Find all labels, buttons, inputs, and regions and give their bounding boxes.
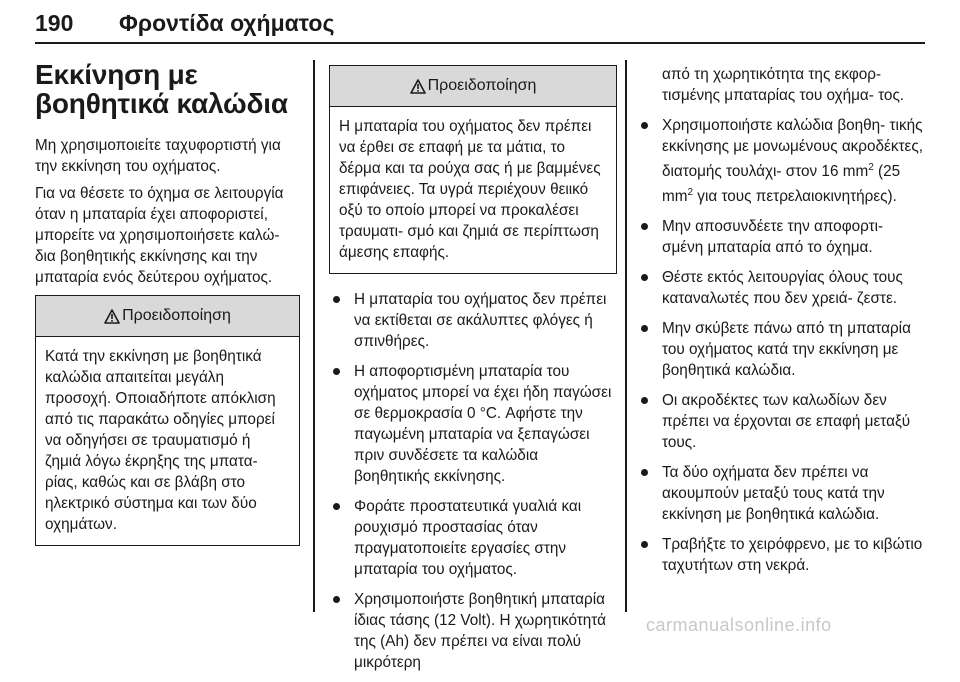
warning-heading <box>330 66 616 107</box>
warning-box <box>35 295 300 546</box>
bullet-dot <box>641 223 648 230</box>
list-item-text: Θέστε εκτός λειτουργίας όλους τους καταναλωτές που δεν χρειά- ζεστε. <box>662 269 903 308</box>
intro-paragraph: Μη χρησιμοποιείτε ταχυφορτιστή για την εκκίνηση του οχήματος. <box>35 137 281 175</box>
list-item-text: Τραβήξτε το χειρόφρενο, με το κιβώτιο ταχυτήτων στη νεκρά. <box>662 536 923 575</box>
bullet-dot <box>333 368 340 375</box>
column-left <box>35 60 300 546</box>
bullet-list <box>637 115 927 576</box>
list-item-text: Η αποφορτισμένη μπαταρία του οχήματος μπορεί να έχει ήδη παγώσει σε θερμοκρασία 0 °C. Αφήστε την παγωμένη μπαταρία να ξεπαγώσει πριν συνδέσετε τα καλώδια βοηθητικής εκκίνησης. <box>354 363 612 485</box>
running-title: Φροντίδα οχήματος <box>119 10 335 36</box>
section-title: Εκκίνηση με βοηθητικά καλώδια <box>35 59 288 119</box>
column-middle <box>329 65 617 682</box>
continuation-text: από τη χωρητικότητα της εκφορ- τισμένης μπαταρίας του οχήμα- τος. <box>662 66 905 104</box>
list-item-text: (25 mm <box>662 163 901 206</box>
list-item <box>329 496 617 580</box>
warning-text: Κατά την εκκίνηση με βοηθητικά καλώδια απαιτείται μεγάλη προσοχή. Οποιαδήποτε απόκλιση από τις παρακάτω οδηγίες μπορεί να οδηγήσει σε τραυματισμό ή ζημιά λόγω έκρηξης της μπατα- ρίας, καθώς και σε βλάβη στο ηλεκτρικό σύστημα και των δύο οχημάτων. <box>45 348 276 533</box>
page-header <box>35 8 925 46</box>
list-item <box>637 216 927 258</box>
list-item-text: Φοράτε προστατευτικά γυαλιά και ρουχισμό προστασίας όταν πραγματοποιείτε εργασίες στην μπαταρία του οχήματος. <box>354 498 582 578</box>
bullet-list <box>329 289 617 673</box>
list-item <box>637 462 927 525</box>
bullet-dot <box>641 274 648 281</box>
warning-box <box>329 65 617 274</box>
list-item <box>637 318 927 381</box>
list-item-text: Χρησιμοποιήστε καλώδια βοηθη- τικής εκκίνησης με μονωμένους ακροδέκτες, διατομής τουλάχι- στον 16 mm <box>662 117 923 181</box>
superscript: 2 <box>868 162 874 173</box>
list-item-text: Η μπαταρία του οχήματος δεν πρέπει να εκτίθεται σε ακάλυπτες φλόγες ή σπινθήρες. <box>354 291 607 350</box>
warning-heading-text: Προειδοποίηση <box>122 307 231 324</box>
warning-triangle-icon <box>104 309 120 324</box>
list-item-text: Μην αποσυνδέετε την αποφορτι- σμένη μπαταρία από το όχημα. <box>662 218 884 257</box>
warning-heading-text: Προειδοποίηση <box>427 77 537 94</box>
list-item-text: για τους πετρελαιοκινητήρες). <box>693 188 897 206</box>
list-item <box>637 534 927 576</box>
watermark: carmanualsonline.info <box>646 615 832 635</box>
list-item-text: Μην σκύβετε πάνω από τη μπαταρία του οχήματος κατά την εκκίνηση με βοηθητικά καλώδια. <box>662 320 911 380</box>
column-right <box>637 64 927 585</box>
list-item <box>637 267 927 309</box>
bullet-dot <box>641 122 648 129</box>
column-divider <box>625 60 627 612</box>
warning-text: Η μπαταρία του οχήματος δεν πρέπει να έρθει σε επαφή με τα μάτια, το δέρμα και τα ρούχα σας ή με βαμμένες επιφάνειες. Τα υγρά περιέχουν θειικό οξύ το οποίο μπορεί να προκαλέσει τραυματι- σμό και ζημιά σε περίπτωση άμεσης επαφής. <box>339 118 601 261</box>
bullet-dot <box>333 596 340 603</box>
bullet-dot <box>641 397 648 404</box>
header-rule <box>35 42 925 44</box>
list-item <box>329 361 617 487</box>
procedure-paragraph: Για να θέσετε το όχημα σε λειτουργία όταν η μπαταρία έχει αποφοριστεί, μπορείτε να χρησιμοποιήσετε καλώ- δια βοηθητικής εκκίνησης και την μπαταρία ενός δεύτερου οχήματος. <box>35 185 284 286</box>
superscript: 2 <box>687 187 694 199</box>
bullet-dot <box>641 541 648 548</box>
bullet-dot <box>333 503 340 510</box>
list-item-text: Τα δύο οχήματα δεν πρέπει να ακουμπούν μεταξύ τους κατά την εκκίνηση με βοηθητικά καλώδια. <box>662 464 885 524</box>
bullet-dot <box>641 325 648 332</box>
list-item <box>637 115 927 207</box>
list-item-text: Οι ακροδέκτες των καλωδίων δεν πρέπει να έρχονται σε επαφή μεταξύ τους. <box>662 392 911 452</box>
bullet-dot <box>641 469 648 476</box>
list-item <box>329 289 617 352</box>
column-divider <box>313 60 315 612</box>
list-item <box>329 589 617 673</box>
warning-triangle-icon <box>410 79 426 94</box>
list-item-text: Χρησιμοποιήστε βοηθητική μπαταρία ίδιας τάσης (12 Volt). Η χωρητικότητά της (Ah) δεν πρέπει να είναι πολύ μικρότερη <box>354 591 606 671</box>
page-number: 190 <box>35 10 74 36</box>
warning-heading <box>36 296 299 337</box>
list-item <box>637 390 927 453</box>
bullet-dot <box>333 296 340 303</box>
